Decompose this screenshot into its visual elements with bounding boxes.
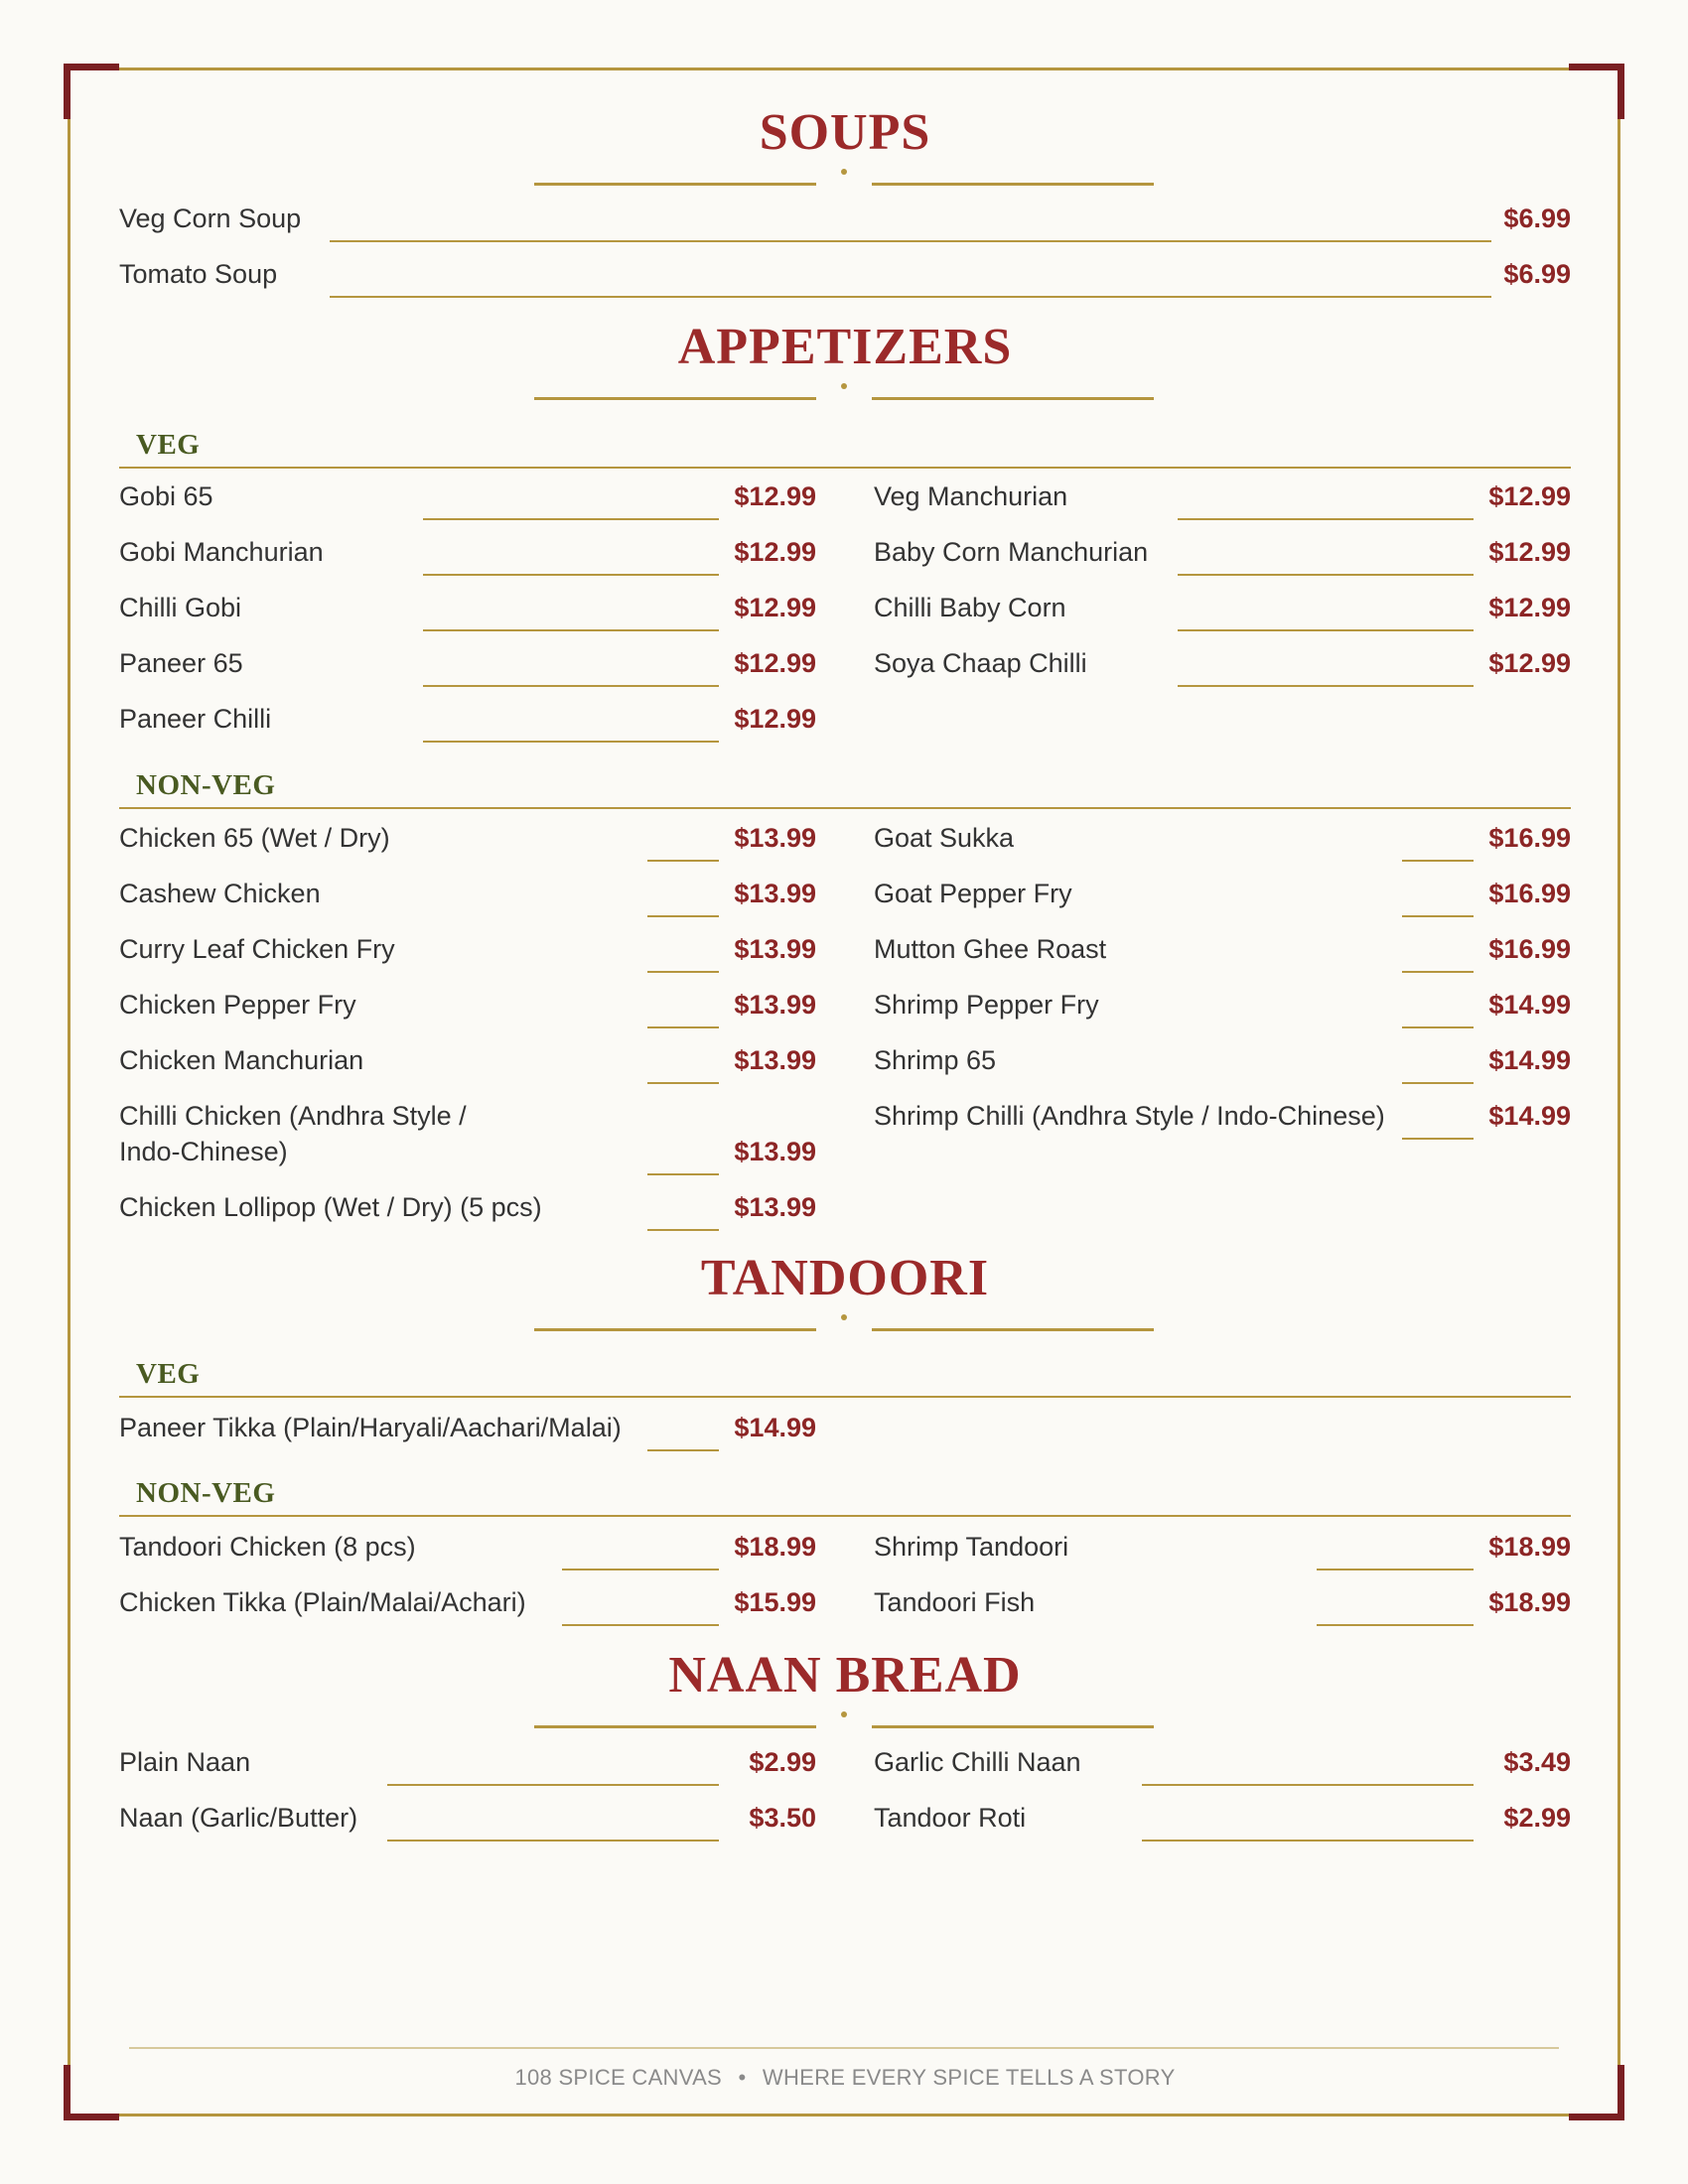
menu-item-price: $13.99: [734, 934, 816, 964]
menu-item: [119, 1042, 816, 1078]
leader-line: [387, 1784, 719, 1786]
subsection-label: NON-VEG: [136, 1477, 276, 1509]
menu-item: [874, 1042, 1571, 1078]
footer-divider: [129, 2047, 1559, 2049]
menu-item-price: $3.50: [749, 1803, 816, 1833]
leader-line: [423, 685, 719, 687]
leader-line: [423, 518, 719, 520]
menu-item-price: $13.99: [734, 1192, 816, 1222]
menu-item: [874, 987, 1571, 1023]
leader-line: [1402, 971, 1474, 973]
section-divider: [534, 1711, 1154, 1731]
menu-item-price: $12.99: [1488, 593, 1571, 622]
corner-ornament: [64, 2065, 119, 2120]
menu-item: [874, 478, 1571, 514]
leader-line: [1402, 1026, 1474, 1028]
leader-line: [423, 629, 719, 631]
menu-item: [874, 645, 1571, 681]
menu-item-name: Goat Sukka: [874, 823, 1015, 853]
menu-item-name: Soya Chaap Chilli: [874, 648, 1087, 678]
leader-line: [1142, 1784, 1474, 1786]
menu-item-price: $18.99: [1488, 1532, 1571, 1562]
menu-item-price: $16.99: [1488, 934, 1571, 964]
menu-item-name: Gobi 65: [119, 481, 213, 511]
section-title-soups: SOUPS: [759, 104, 931, 161]
leader-line: [423, 574, 719, 576]
menu-item-name: Paneer Chilli: [119, 704, 272, 734]
section-divider: [534, 1314, 1154, 1334]
corner-ornament: [64, 64, 119, 119]
menu-item-name: Goat Pepper Fry: [874, 879, 1072, 908]
menu-item-name: Chicken Tikka (Plain/Malai/Achari): [119, 1587, 526, 1617]
menu-item: [874, 1744, 1571, 1780]
menu-item: [119, 201, 1571, 236]
leader-line: [1402, 915, 1474, 917]
menu-item-price: $12.99: [1488, 537, 1571, 567]
menu-item: [119, 931, 816, 967]
leader-line: [647, 860, 719, 862]
menu-item-price: $13.99: [734, 990, 816, 1020]
menu-item-price: $14.99: [1488, 1045, 1571, 1075]
leader-line: [647, 971, 719, 973]
menu-item-price: $13.99: [734, 1137, 816, 1166]
leader-line: [647, 1082, 719, 1084]
menu-item: [119, 478, 816, 514]
menu-item: [119, 820, 816, 856]
menu-item: [119, 1529, 816, 1565]
menu-item-name: Veg Corn Soup: [119, 204, 302, 233]
menu-item: [874, 931, 1571, 967]
menu-item-name: Tandoori Chicken (8 pcs): [119, 1532, 416, 1562]
menu-item-price: $16.99: [1488, 879, 1571, 908]
menu-item-name: Shrimp Tandoori: [874, 1532, 1069, 1562]
menu-item-price: $16.99: [1488, 823, 1571, 853]
section-divider: [534, 169, 1154, 189]
menu-item: [119, 1098, 816, 1169]
corner-ornament: [1569, 64, 1624, 119]
leader-line: [1178, 629, 1474, 631]
menu-item-name: Veg Manchurian: [874, 481, 1068, 511]
leader-line: [1402, 860, 1474, 862]
menu-item: [119, 1410, 816, 1445]
leader-line: [1402, 1138, 1474, 1140]
menu-item-name: Tandoori Fish: [874, 1587, 1036, 1617]
menu-item-price: $6.99: [1503, 204, 1571, 233]
menu-item-name: Gobi Manchurian: [119, 537, 324, 567]
menu-item-name: Chilli Gobi: [119, 593, 242, 622]
menu-item-price: $18.99: [734, 1532, 816, 1562]
leader-line: [562, 1569, 719, 1570]
menu-item: [874, 1584, 1571, 1620]
menu-item-name: Mutton Ghee Roast: [874, 934, 1107, 964]
menu-item: [119, 256, 1571, 292]
menu-item: [119, 1584, 816, 1620]
menu-item-name: Tomato Soup: [119, 259, 278, 289]
menu-item: [119, 876, 816, 911]
menu-item-name: Shrimp Chilli (Andhra Style / Indo-Chinese): [874, 1101, 1385, 1131]
menu-item: [874, 1098, 1571, 1134]
menu-item-name: Baby Corn Manchurian: [874, 537, 1149, 567]
menu-item: [119, 645, 816, 681]
subsection-label: NON-VEG: [136, 769, 276, 801]
menu-item: [874, 590, 1571, 625]
menu-item-price: $12.99: [734, 648, 816, 678]
menu-item: [119, 701, 816, 737]
leader-line: [423, 741, 719, 743]
subsection-non-veg: [119, 769, 1571, 809]
menu-item: [119, 1744, 816, 1780]
menu-item-price: $2.99: [749, 1747, 816, 1777]
menu-item-price: $12.99: [1488, 648, 1571, 678]
menu-item: [874, 1529, 1571, 1565]
menu-item-name: Garlic Chilli Naan: [874, 1747, 1081, 1777]
menu-item: [874, 876, 1571, 911]
menu-item-price: $14.99: [1488, 990, 1571, 1020]
leader-line: [1317, 1569, 1474, 1570]
leader-line: [647, 1026, 719, 1028]
menu-item-name: Chicken Lollipop (Wet / Dry) (5 pcs): [119, 1192, 542, 1222]
menu-item-price: $13.99: [734, 823, 816, 853]
section-title-appetizers: APPETIZERS: [677, 319, 1013, 375]
footer-tagline: WHERE EVERY SPICE TELLS A STORY: [762, 2065, 1176, 2090]
subsection-veg: [119, 429, 1571, 469]
footer: [119, 2065, 1571, 2091]
leader-line: [1317, 1624, 1474, 1626]
menu-item-name: Chicken 65 (Wet / Dry): [119, 823, 390, 853]
leader-line: [387, 1840, 719, 1842]
menu-item-name: Shrimp Pepper Fry: [874, 990, 1099, 1020]
subsection-label: VEG: [136, 1358, 201, 1390]
menu-item-price: $13.99: [734, 1045, 816, 1075]
menu-item-price: $12.99: [734, 481, 816, 511]
section-title-naan-bread: NAAN BREAD: [668, 1647, 1022, 1704]
subsection-label: VEG: [136, 429, 201, 461]
menu-item-price: $18.99: [1488, 1587, 1571, 1617]
menu-item-price: $3.49: [1503, 1747, 1571, 1777]
leader-line: [1178, 574, 1474, 576]
menu-item-name: Tandoor Roti: [874, 1803, 1027, 1833]
menu-item: [874, 534, 1571, 570]
menu-item-price: $14.99: [734, 1413, 816, 1442]
menu-item-price: $12.99: [734, 593, 816, 622]
leader-line: [1178, 685, 1474, 687]
menu-item-price: $6.99: [1503, 259, 1571, 289]
menu-item-price: $2.99: [1503, 1803, 1571, 1833]
menu-item-name: Chilli Baby Corn: [874, 593, 1066, 622]
menu-item-price: $14.99: [1488, 1101, 1571, 1131]
menu-item-price: $12.99: [1488, 481, 1571, 511]
leader-line: [647, 915, 719, 917]
menu-item: [119, 534, 816, 570]
menu-item-name: Naan (Garlic/Butter): [119, 1803, 358, 1833]
menu-item: [119, 1800, 816, 1836]
footer-brand: 108 SPICE CANVAS: [514, 2065, 723, 2090]
menu-item: [119, 1189, 816, 1225]
menu-item-price: $15.99: [734, 1587, 816, 1617]
subsection-veg: [119, 1358, 1571, 1398]
leader-line: [330, 240, 1491, 242]
menu-item-name: Chicken Pepper Fry: [119, 990, 356, 1020]
menu-item-price: $13.99: [734, 879, 816, 908]
subsection-non-veg: [119, 1477, 1571, 1517]
menu-item: [874, 820, 1571, 856]
menu-item: [874, 1800, 1571, 1836]
menu-item-price: $12.99: [734, 537, 816, 567]
menu-item-name: Shrimp 65: [874, 1045, 997, 1075]
leader-line: [647, 1449, 719, 1451]
section-title-tandoori: TANDOORI: [700, 1250, 990, 1306]
menu-item-name: Paneer Tikka (Plain/Haryali/Aachari/Malai): [119, 1413, 622, 1442]
leader-line: [1178, 518, 1474, 520]
menu-item-name: Paneer 65: [119, 648, 243, 678]
menu-item-price: $12.99: [734, 704, 816, 734]
section-divider: [534, 383, 1154, 403]
leader-line: [647, 1173, 719, 1175]
leader-line: [1142, 1840, 1474, 1842]
leader-line: [330, 296, 1491, 298]
corner-ornament: [1569, 2065, 1624, 2120]
leader-line: [1402, 1082, 1474, 1084]
leader-line: [562, 1624, 719, 1626]
menu-item: [119, 590, 816, 625]
menu-item: [119, 987, 816, 1023]
menu-item-name: Plain Naan: [119, 1747, 251, 1777]
menu-item-name: Chicken Manchurian: [119, 1045, 364, 1075]
leader-line: [647, 1229, 719, 1231]
footer-separator: •: [738, 2065, 747, 2090]
menu-item-name: Cashew Chicken: [119, 879, 321, 908]
menu-item-name: Chilli Chicken (Andhra Style / Indo-Chinese): [119, 1101, 467, 1166]
menu-item-name: Curry Leaf Chicken Fry: [119, 934, 395, 964]
